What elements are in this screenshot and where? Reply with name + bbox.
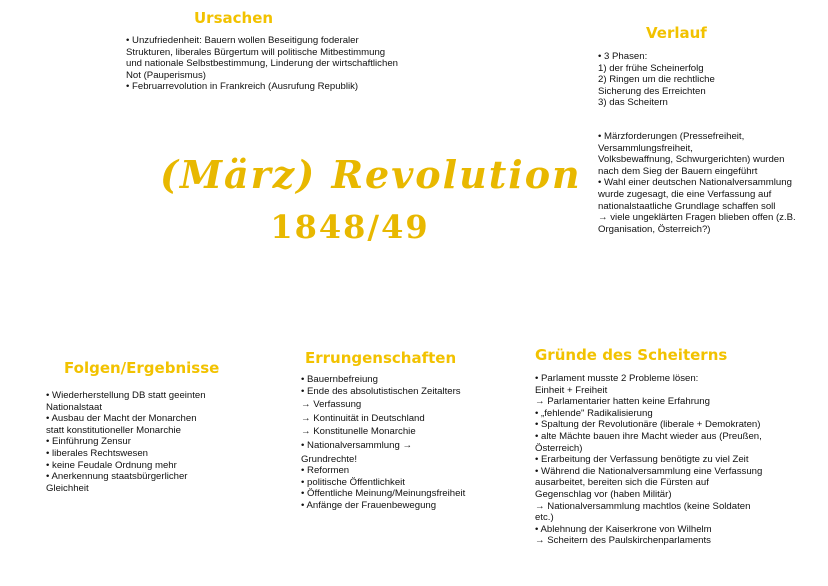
list-item: • Bauernbefreiung [301,374,378,385]
list-item: ausarbeitet, bereiten sich die Fürsten auf [535,477,709,489]
list-item: • Anerkennung staatsbürgerlicher [46,471,188,483]
list-item: • Unzufriedenheit: Bauern wollen Beseitigung foderaler [126,35,359,46]
list-item: • Spaltung der Revolutionäre (liberale + Demokraten) [535,419,761,431]
list-item: → Nationalversammlung machtlos (keine Soldaten [535,500,751,512]
list-item: • Ausbau der Macht der Monarchen [46,413,197,425]
list-item: • Wiederherstellung DB statt geeinten [46,390,206,401]
list-item: • 3 Phasen: [598,51,648,62]
list-item: • Anfänge der Frauenbewegung [301,499,437,511]
list-item: Einheit + Freiheit [535,384,608,396]
list-item: Not (Pauperismus) [126,69,206,81]
list-item: • Öffentliche Meinung/Meinungsfreiheit [301,488,466,500]
list-item: → Scheitern des Paulskirchenparlaments [535,535,711,547]
ursachen-heading: Ursachen [194,9,274,27]
list-item: und nationale Selbstbestimmung, Linderung der wirtschaftlichen [126,58,398,70]
list-item: • liberales Rechtswesen [46,447,149,459]
list-item: • Ablehnung der Kaiserkrone von Wilhelm [535,523,712,535]
list-item: Grundrechte! [301,453,357,465]
list-item: • politische Öffentlichkeit [301,476,405,488]
list-item: • Ende des absolutistischen Zeitalters [301,385,461,397]
list-item: wurde zugesagt, die eine Verfassung auf [598,188,772,200]
verlauf-list [598,131,824,235]
verlauf-phases-list [598,51,778,109]
page-title: (März) Revolution [160,152,582,197]
list-item: • Nationalversammlung → [301,439,413,451]
list-item: 3) das Scheitern [598,97,668,109]
list-item: 1) der frühe Scheinerfolg [598,62,704,74]
list-item: → Konstitunelle Monarchie [301,426,416,438]
list-item: Gegenschlag vor (haben Militär) [535,488,672,500]
list-item: • Einführung Zensur [46,436,131,448]
list-item: • „fehlende" Radikalisierung [535,407,653,419]
list-item: nationalstaatliche Grundlage schaffen soll [598,200,776,212]
list-item: statt konstitutioneller Monarchie [46,424,181,436]
list-item: • Märzforderungen (Pressefreiheit, [598,131,745,142]
page-subtitle-years: 1848/49 [270,208,430,246]
list-item: 2) Ringen um die rechtliche [598,74,715,86]
list-item: Organisation, Österreich?) [598,223,711,235]
gruende-heading: Gründe des Scheiterns [535,346,728,364]
list-item: nach dem Sieg der Bauern eingeführt [598,165,758,177]
list-item: Nationalstaat [46,401,102,413]
errungenschaften-list [301,374,511,512]
list-item: • Während die Nationalversammlung eine Verfassung [535,465,763,477]
list-item: • Erarbeitung der Verfassung benötigte zu viel Zeit [535,454,749,466]
list-item: Gleichheit [46,482,89,494]
folgen-heading: Folgen/Ergebnisse [64,359,220,377]
list-item: Sicherung des Erreichten [598,85,706,97]
gruende-list [535,373,795,547]
list-item: • Parlament musste 2 Probleme lösen: [535,373,699,384]
ursachen-list [126,35,456,93]
list-item: → Verfassung [301,399,362,411]
list-item: • keine Feudale Ordnung mehr [46,459,177,471]
list-item: → Parlamentarier hatten keine Erfahrung [535,396,710,408]
list-item: etc.) [535,512,554,524]
list-item: Strukturen, liberales Bürgertum will politische Mitbestimmung [126,46,386,58]
list-item: Österreich) [535,442,583,454]
folgen-list [46,390,246,494]
list-item: Volksbewaffnung, Schwurgerichten) wurden [598,154,785,166]
verlauf-heading: Verlauf [646,24,707,42]
errungenschaften-heading: Errungenschaften [305,349,457,367]
list-item: • Wahl einer deutschen Nationalversammlung [598,177,792,189]
list-item: • Reformen [301,465,350,477]
list-item: → Kontinuität in Deutschland [301,412,425,424]
list-item: → viele ungeklärten Fragen blieben offen (z.B. [598,212,796,224]
list-item: • Februarrevolution in Frankreich (Ausrufung Republik) [126,81,359,93]
list-item: Versammlungsfreiheit, [598,142,693,154]
list-item: • alte Mächte bauen ihre Macht wieder aus (Preußen, [535,430,762,442]
